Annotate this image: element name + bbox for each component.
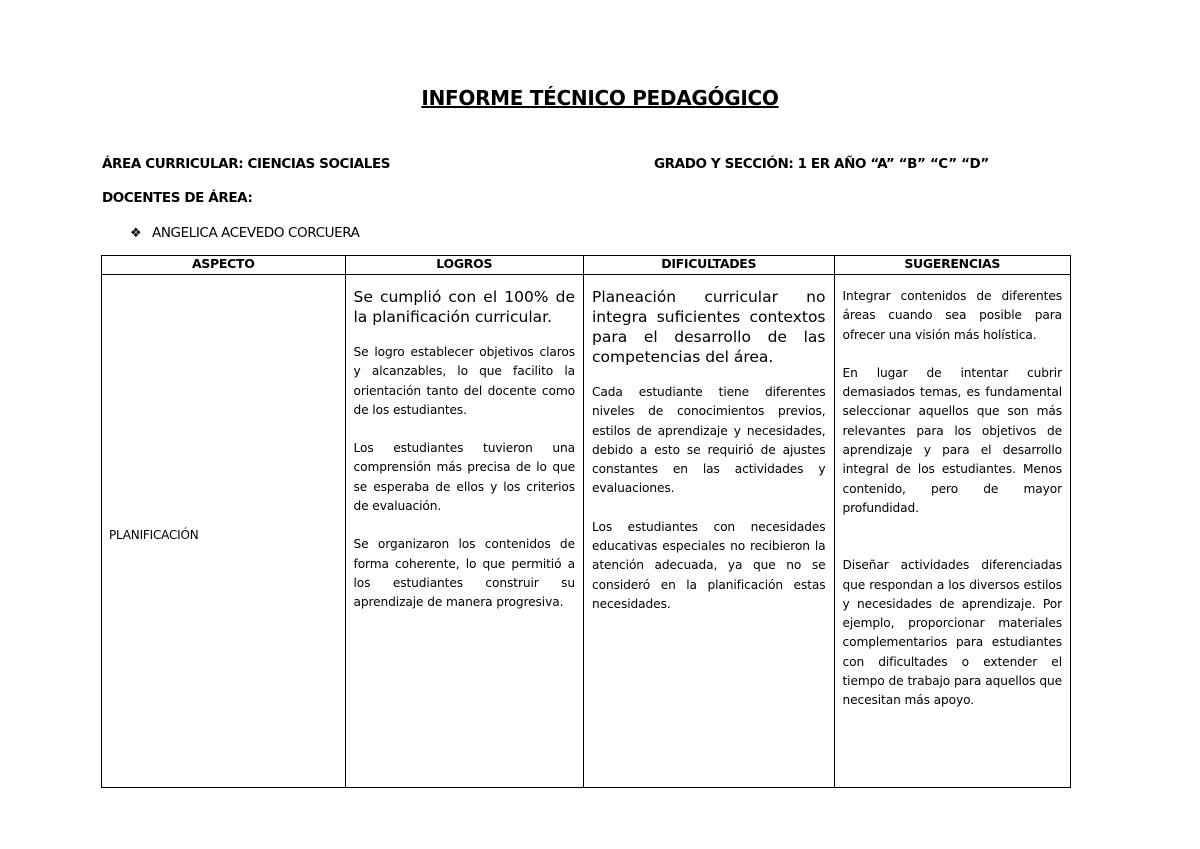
logros-paragraph: Se organizaron los contenidos de forma coherente, lo que permitió a los estudiantes construir su aprendizaje de manera progresiva.	[353, 537, 575, 610]
logros-paragraph: Los estudiantes tuvieron una comprensión más precisa de lo que se esperaba de ellos y los criterios de evaluación.	[353, 441, 575, 514]
cell-dificultades	[583, 275, 834, 788]
table-row	[102, 275, 1071, 788]
dificultades-paragraph: Cada estudiante tiene diferentes niveles de conocimientos previos, estilos de aprendizaje y necesidades, debido a esto se requirió de ajustes constantes en las actividades y evaluaciones.	[591, 385, 826, 496]
sugerencias-paragraph: Integrar contenidos de diferentes áreas cuando sea posible para ofrecer una visión más holística.	[842, 289, 1062, 342]
logros-lead: Se cumplió con el 100% de la planificación curricular.	[353, 288, 575, 326]
report-table	[101, 255, 1071, 788]
logros-paragraph: Se logro establecer objetivos claros y alcanzables, lo que facilito la orientación tanto del docente como de los estudiantes.	[353, 345, 575, 417]
dificultades-paragraph: Los estudiantes con necesidades educativas especiales no recibieron la atención adecuada, ya que no se consideró en la planificación estas necesidades.	[591, 519, 826, 611]
diamond-bullet-icon: ❖	[130, 226, 142, 241]
sugerencias-paragraph: En lugar de intentar cubrir demasiados temas, es fundamental seleccionar aquellos que son más relevantes para los objetivos de aprendizaje y para el desarrollo integral de los estudiantes. Menos contenido, pero de mayor profundidad.	[842, 365, 1062, 515]
teacher-name: ANGELICA ACEVEDO CORCUERA	[152, 225, 360, 241]
area-curricular: ÁREA CURRICULAR: CIENCIAS SOCIALES	[102, 156, 391, 172]
grado-seccion: GRADO Y SECCIÓN: 1 ER AÑO “A” “B” “C” “D”	[654, 156, 989, 172]
header-dificultades: DIFICULTADES	[583, 256, 834, 275]
dificultades-lead: Planeación curricular no integra suficientes contextos para el desarrollo de las competencias del área.	[591, 288, 826, 366]
header-logros: LOGROS	[345, 256, 583, 275]
docentes-label: DOCENTES DE ÁREA:	[102, 190, 253, 206]
table-header-row	[102, 256, 1071, 275]
sugerencias-paragraph: Diseñar actividades diferenciadas que respondan a los diversos estilos y necesidades de aprendizaje. Por ejemplo, proporcionar materiales complementarios para estudiantes con dificultades o extender el tiempo de trabajo para aquellos que necesitan más apoyo.	[842, 558, 1062, 708]
teacher-list-item	[130, 225, 359, 241]
header-aspecto: ASPECTO	[102, 256, 346, 275]
cell-aspecto: PLANIFICACIÓN	[102, 275, 346, 788]
header-sugerencias: SUGERENCIAS	[834, 256, 1071, 275]
cell-sugerencias	[834, 275, 1071, 788]
cell-logros	[345, 275, 583, 788]
document-title: INFORME TÉCNICO PEDAGÓGICO	[421, 86, 779, 110]
